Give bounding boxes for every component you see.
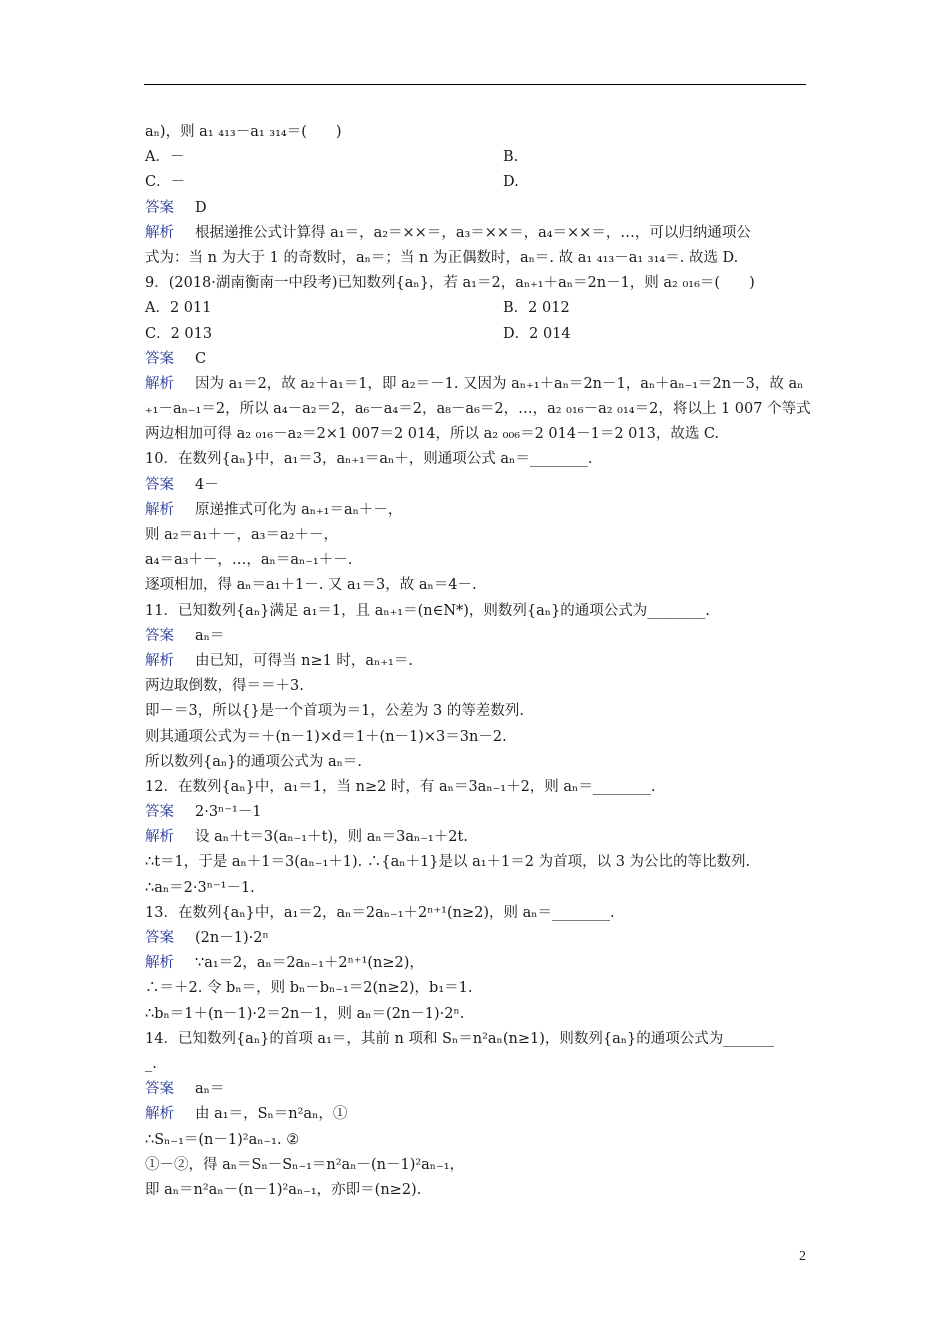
analysis-label: 解析 [145, 501, 174, 518]
line-text: a₄＝a₃＋－，…，aₙ＝aₙ₋₁＋－. [145, 552, 353, 569]
line-text: ₊₁－aₙ₋₁＝2，所以 a₄－a₂＝2，a₆－a₄＝2，a₈－a₆＝2，…，a₂ ₀₁₆－a₂ ₀₁₄＝2，将以上 1 007 个等式 [145, 401, 811, 418]
answer-line [145, 196, 810, 221]
analysis-line [145, 1102, 810, 1127]
question-text: 14．已知数列{aₙ}的首项 a₁＝，其前 n 项和 Sₙ＝n²aₙ(n≥1)，则数列{aₙ}的通项公式为_______ [145, 1030, 774, 1047]
answer-label: 答案 [145, 804, 174, 821]
analysis-line [145, 649, 810, 674]
text-line [145, 397, 810, 422]
text-line [145, 1052, 810, 1077]
answer-label: 答案 [145, 350, 174, 367]
text-line [145, 674, 810, 699]
analysis-text: 由 a₁＝，Sₙ＝n²aₙ，① [195, 1106, 348, 1123]
line-text: 逐项相加，得 aₙ＝a₁＋1－. 又 a₁＝3，故 aₙ＝4－. [145, 577, 477, 594]
line-text: _. [145, 1055, 157, 1072]
options-line [145, 170, 810, 195]
document-body [145, 120, 810, 1203]
text-line [145, 573, 810, 598]
options-line [145, 322, 810, 347]
question-line [145, 1027, 810, 1052]
text-line [145, 1178, 810, 1203]
option-b: D. [503, 174, 519, 191]
text-line [145, 548, 810, 573]
text-line [145, 850, 810, 875]
text-line [145, 976, 810, 1001]
question-line [145, 775, 810, 800]
line-text: 即－＝3，所以{}是一个首项为＝1，公差为 3 的等差数列. [145, 703, 524, 720]
text-line [145, 422, 810, 447]
line-text: ∴Sₙ₋₁＝(n－1)²aₙ₋₁. ② [145, 1131, 300, 1148]
question-text: 12．在数列{aₙ}中，a₁＝1，当 n≥2 时，有 aₙ＝3aₙ₋₁＋2，则 aₙ＝________. [145, 778, 656, 795]
question-text: 10．在数列{aₙ}中，a₁＝3，aₙ₊₁＝aₙ＋，则通项公式 aₙ＝________. [145, 451, 593, 468]
line-text: 式为：当 n 为大于 1 的奇数时，aₙ＝；当 n 为正偶数时，aₙ＝. 故 a₁ ₄₁₃－a₁ ₃₁₄＝. 故选 D. [145, 249, 739, 266]
analysis-text: 设 aₙ＋t＝3(aₙ₋₁＋t)，则 aₙ＝3aₙ₋₁＋2t. [195, 829, 468, 846]
answer-label: 答案 [145, 199, 174, 216]
text-line [145, 246, 810, 271]
line-text: 即 aₙ＝n²aₙ－(n－1)²aₙ₋₁，亦即＝(n≥2). [145, 1181, 422, 1198]
analysis-label: 解析 [145, 375, 174, 392]
answer-label: 答案 [145, 627, 174, 644]
analysis-text: 根据递推公式计算得 a₁＝，a₂＝××＝，a₃＝××＝，a₄＝××＝，…，可以归纳通项公 [195, 224, 751, 241]
line-text: 两边相加可得 a₂ ₀₁₆－a₂＝2×1 007＝2 014，所以 a₂ ₀₀₆＝2 014－1＝2 013，故选 C. [145, 426, 720, 443]
option-b: D．2 014 [503, 325, 571, 342]
answer-line [145, 347, 810, 372]
question-line [145, 447, 810, 472]
question-line [145, 901, 810, 926]
question-text: 11．已知数列{aₙ}满足 a₁＝1，且 aₙ₊₁＝(n∈N*)，则数列{aₙ}的通项公式为________. [145, 602, 710, 619]
answer-text: D [195, 199, 207, 216]
answer-text: (2n－1)·2ⁿ [195, 930, 269, 946]
line-text: 则 a₂＝a₁＋－，a₃＝a₂＋－， [145, 527, 338, 543]
header-rule [144, 84, 806, 85]
option-a: A．2 011 [145, 300, 212, 317]
answer-text: 4－ [195, 476, 219, 493]
analysis-label: 解析 [145, 652, 174, 669]
line-text: ①－②，得 aₙ＝Sₙ－Sₙ₋₁＝n²aₙ－(n－1)²aₙ₋₁， [145, 1156, 465, 1173]
text-line [145, 876, 810, 901]
answer-label: 答案 [145, 476, 174, 493]
text-line [145, 523, 810, 548]
line-text: 两边取倒数，得＝＝＋3. [145, 678, 304, 695]
answer-line [145, 800, 810, 825]
analysis-label: 解析 [145, 829, 174, 846]
analysis-line [145, 372, 810, 397]
answer-line [145, 926, 810, 951]
option-a: C．2 013 [145, 325, 213, 342]
answer-label: 答案 [145, 1081, 174, 1098]
analysis-text: 因为 a₁＝2，故 a₂＋a₁＝1，即 a₂＝－1. 又因为 aₙ₊₁＋aₙ＝2n－1，aₙ＋aₙ₋₁＝2n－3，故 aₙ [195, 375, 804, 392]
answer-line [145, 473, 810, 498]
text-line [145, 1002, 810, 1027]
text-line [145, 120, 810, 145]
options-line [145, 296, 810, 321]
answer-text: aₙ＝ [195, 627, 225, 644]
option-b: B. [503, 149, 519, 166]
analysis-line [145, 951, 810, 976]
question-text: 9．(2018·湖南衡南一中段考)已知数列{aₙ}，若 a₁＝2，aₙ₊₁＋aₙ＝2n－1，则 a₂ ₀₁₆＝( ) [145, 275, 755, 292]
option-a: A．－ [145, 149, 185, 166]
question-text: 13．在数列{aₙ}中，a₁＝2，aₙ＝2aₙ₋₁＋2ⁿ⁺¹(n≥2)，则 aₙ＝________. [145, 904, 615, 921]
analysis-label: 解析 [145, 224, 174, 241]
analysis-label: 解析 [145, 955, 174, 972]
text-line [145, 699, 810, 724]
analysis-line [145, 825, 810, 850]
page-number: 2 [799, 1249, 806, 1264]
line-text: 则其通项公式为＝＋(n－1)×d＝1＋(n－1)×3＝3n－2. [145, 728, 507, 745]
text-line [145, 750, 810, 775]
answer-line [145, 1077, 810, 1102]
analysis-text: ∵a₁＝2，aₙ＝2aₙ₋₁＋2ⁿ⁺¹(n≥2)， [195, 955, 424, 972]
question-line [145, 599, 810, 624]
option-b: B．2 012 [503, 300, 570, 317]
options-line [145, 145, 810, 170]
text-line [145, 1128, 810, 1153]
answer-text: aₙ＝ [195, 1081, 225, 1098]
answer-text: C [195, 350, 207, 367]
text-line [145, 725, 810, 750]
text-line [145, 1153, 810, 1178]
analysis-line [145, 221, 810, 246]
answer-line [145, 624, 810, 649]
answer-label: 答案 [145, 930, 174, 946]
analysis-label: 解析 [145, 1106, 174, 1123]
analysis-line [145, 498, 810, 523]
line-text: ∴bₙ＝1＋(n－1)·2＝2n－1，则 aₙ＝(2n－1)·2ⁿ. [145, 1005, 465, 1022]
option-a: C．－ [145, 174, 186, 191]
analysis-text: 原递推式可化为 aₙ₊₁＝aₙ＋－， [195, 501, 403, 518]
line-text: aₙ)，则 a₁ ₄₁₃－a₁ ₃₁₄＝( ) [145, 124, 342, 140]
line-text: ∴＝＋2. 令 bₙ＝，则 bₙ－bₙ₋₁＝2(n≥2)，b₁＝1. [145, 980, 473, 997]
analysis-text: 由已知，可得当 n≥1 时，aₙ₊₁＝. [195, 652, 413, 669]
question-line [145, 271, 810, 296]
line-text: ∴t＝1，于是 aₙ＋1＝3(aₙ₋₁＋1). ∴{aₙ＋1}是以 a₁＋1＝2 为首项，以 3 为公比的等比数列. [145, 854, 751, 871]
line-text: 所以数列{aₙ}的通项公式为 aₙ＝. [145, 753, 363, 770]
answer-text: 2·3ⁿ⁻¹－1 [195, 804, 262, 821]
line-text: ∴aₙ＝2·3ⁿ⁻¹－1. [145, 879, 255, 896]
